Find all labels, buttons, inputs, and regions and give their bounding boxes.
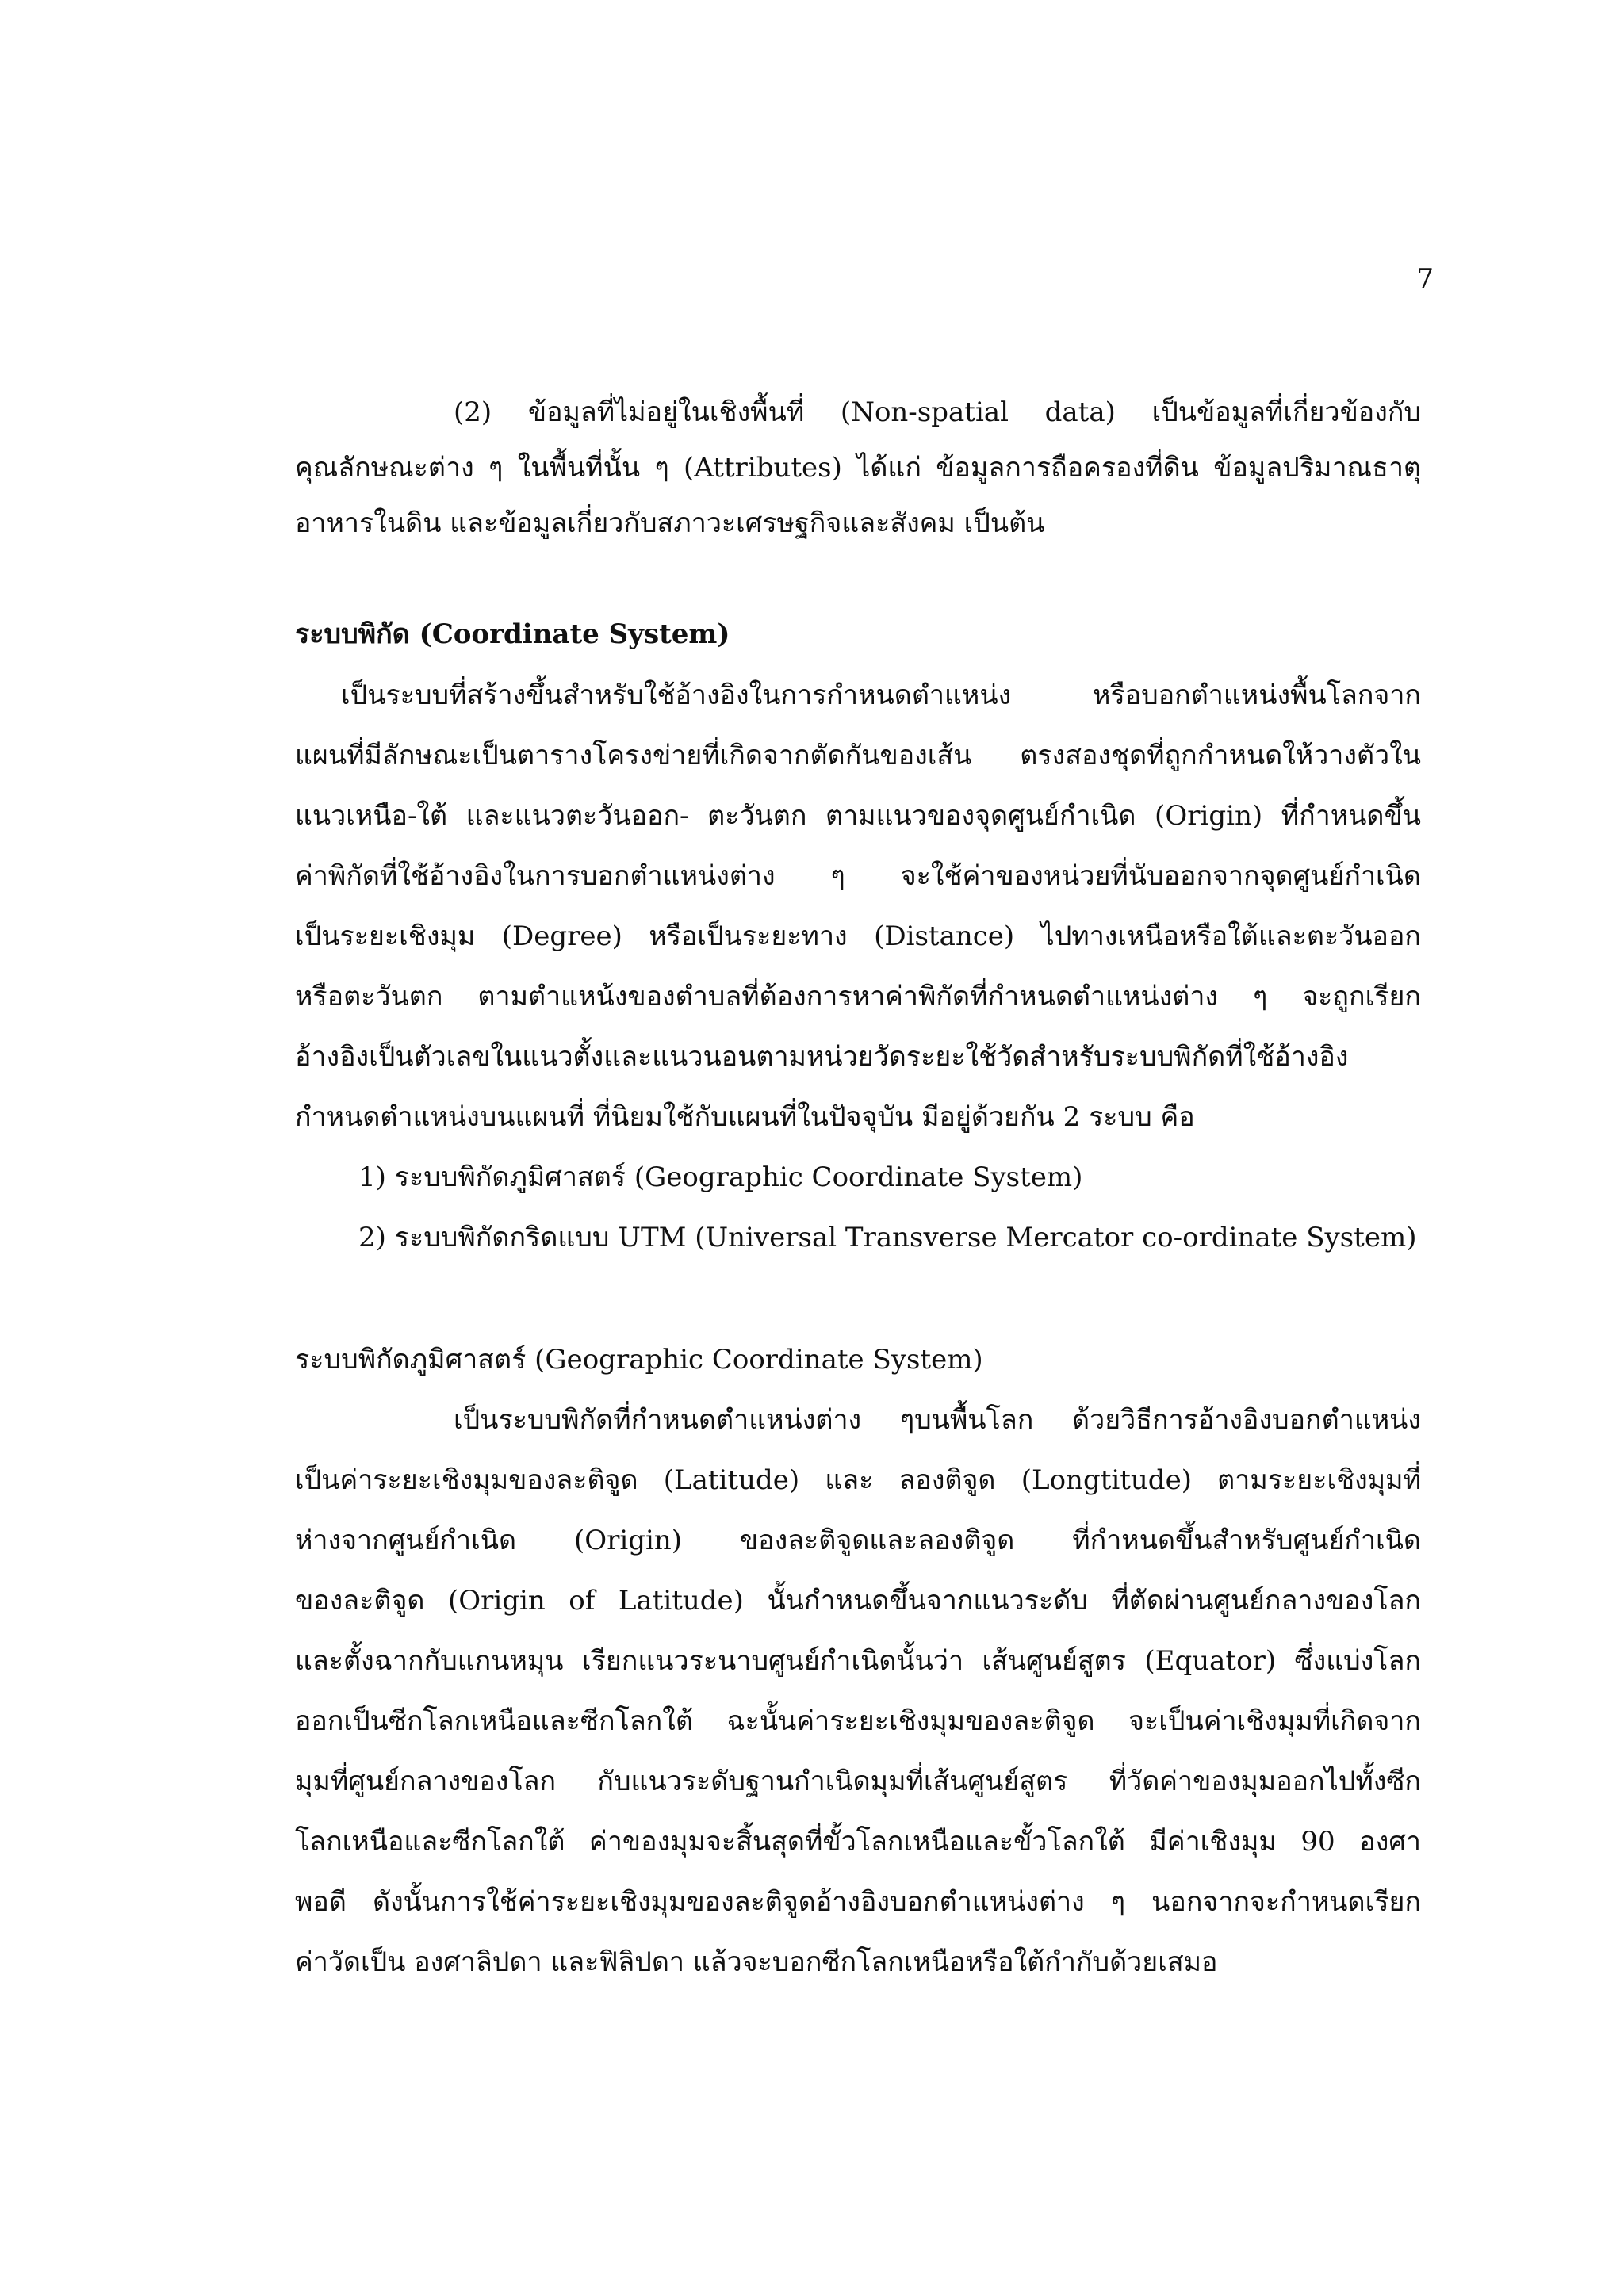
paragraph-line: เป็นระบบที่สร้างขึ้นสำหรับใช้อ้างอิงในการกำหนดตำแหน่ง หรือบอกตำแหน่งพื้นโลกจาก <box>341 679 1421 711</box>
paragraph-line: แผนที่มีลักษณะเป็นตารางโครงข่ายที่เกิดจากตัดกันของเส้น ตรงสองชุดที่ถูกกำหนดให้วางตัวใน <box>295 740 1421 771</box>
paragraph-line: โลกเหนือและซีกโลกใต้ ค่าของมุมจะสิ้นสุดที่ขั้วโลกเหนือและขั้วโลกใต้ มีค่าเชิงมุม 90 องศา <box>295 1826 1421 1858</box>
paragraph-line: แนวเหนือ-ใต้ และแนวตะวันออก- ตะวันตก ตามแนวของจุดศูนย์กำเนิด (Origin) ที่กำหนดขึ้น <box>295 800 1421 832</box>
paragraph-line: ห่างจากศูนย์กำเนิด (Origin) ของละติจูดและลองติจูด ที่กำหนดขึ้นสำหรับศูนย์กำเนิด <box>295 1525 1421 1556</box>
paragraph-line: พอดี ดังนั้นการใช้ค่าระยะเชิงมุมของละติจูดอ้างอิงบอกตำแหน่งต่าง ๆ นอกจากจะกำหนดเรียก <box>295 1886 1421 1918</box>
paragraph-line: และตั้งฉากกับแกนหมุน เรียกแนวระนาบศูนย์กำเนิดนั้นว่า เส้นศูนย์สูตร (Equator) ซึ่งแบ่งโลก <box>295 1645 1421 1677</box>
section-heading: ระบบพิกัด (Coordinate System) <box>295 618 730 650</box>
list-item: 1) ระบบพิกัดภูมิศาสตร์ (Geographic Coordinate System) <box>358 1161 1083 1193</box>
paragraph-line: อ้างอิงเป็นตัวเลขในแนวตั้งและแนวนอนตามหน่วยวัดระยะใช้วัดสำหรับระบบพิกัดที่ใช้อ้างอิง <box>295 1041 1349 1073</box>
paragraph-line: อาหารในดิน และข้อมูลเกี่ยวกับสภาวะเศรษฐกิจและสังคม เป็นต้น <box>295 507 1045 539</box>
paragraph-line: ค่าวัดเป็น องศาลิปดา และฟิลิปดา แล้วจะบอกซีกโลกเหนือหรือใต้กำกับด้วยเสมอ <box>295 1946 1218 1978</box>
paragraph-line: มุมที่ศูนย์กลางของโลก กับแนวระดับฐานกำเนิดมุมที่เส้นศูนย์สูตร ที่วัดค่าของมุมออกไปทั้งซีก <box>295 1766 1421 1797</box>
paragraph-line: ค่าพิกัดที่ใช้อ้างอิงในการบอกตำแหน่งต่าง ๆ จะใช้ค่าของหน่วยที่นับออกจากจุดศูนย์กำเนิด <box>295 860 1421 892</box>
section-heading: ระบบพิกัดภูมิศาสตร์ (Geographic Coordinate System) <box>295 1344 983 1376</box>
paragraph-line: (2) ข้อมูลที่ไม่อยู่ในเชิงพื้นที่ (Non-spatial data) เป็นข้อมูลที่เกี่ยวข้องกับ <box>454 396 1421 428</box>
page-number: 7 <box>1416 263 1434 295</box>
paragraph-line: เป็นค่าระยะเชิงมุมของละติจูด (Latitude) และ ลองติจูด (Longtitude) ตามระยะเชิงมุมที่ <box>295 1464 1421 1496</box>
paragraph-line: กำหนดตำแหน่งบนแผนที่ ที่นิยมใช้กับแผนที่ในปัจจุบัน มีอยู่ด้วยกัน 2 ระบบ คือ <box>295 1101 1195 1133</box>
paragraph-line: ของละติจูด (Origin of Latitude) นั้นกำหนดขึ้นจากแนวระดับ ที่ตัดผ่านศูนย์กลางของโลก <box>295 1585 1421 1617</box>
list-item: 2) ระบบพิกัดกริดแบบ UTM (Universal Transverse Mercator co-ordinate System) <box>358 1222 1417 1253</box>
paragraph-line: คุณลักษณะต่าง ๆ ในพื้นที่นั้น ๆ (Attributes) ได้แก่ ข้อมูลการถือครองที่ดิน ข้อมูลปริมาณธาตุ <box>295 452 1421 484</box>
paragraph-line: ออกเป็นซีกโลกเหนือและซีกโลกใต้ ฉะนั้นค่าระยะเชิงมุมของละติจูด จะเป็นค่าเชิงมุมที่เกิดจาก <box>295 1705 1421 1737</box>
paragraph-line: หรือตะวันตก ตามตำแหน้งของตำบลที่ต้องการหาค่าพิกัดที่กำหนดตำแหน่งต่าง ๆ จะถูกเรียก <box>295 981 1421 1012</box>
paragraph-line: เป็นระยะเชิงมุม (Degree) หรือเป็นระยะทาง (Distance) ไปทางเหนือหรือใต้และตะวันออก <box>295 920 1421 952</box>
paragraph-line: เป็นระบบพิกัดที่กำหนดตำแหน่งต่าง ๆบนพื้นโลก ด้วยวิธีการอ้างอิงบอกตำแหน่ง <box>454 1404 1421 1436</box>
